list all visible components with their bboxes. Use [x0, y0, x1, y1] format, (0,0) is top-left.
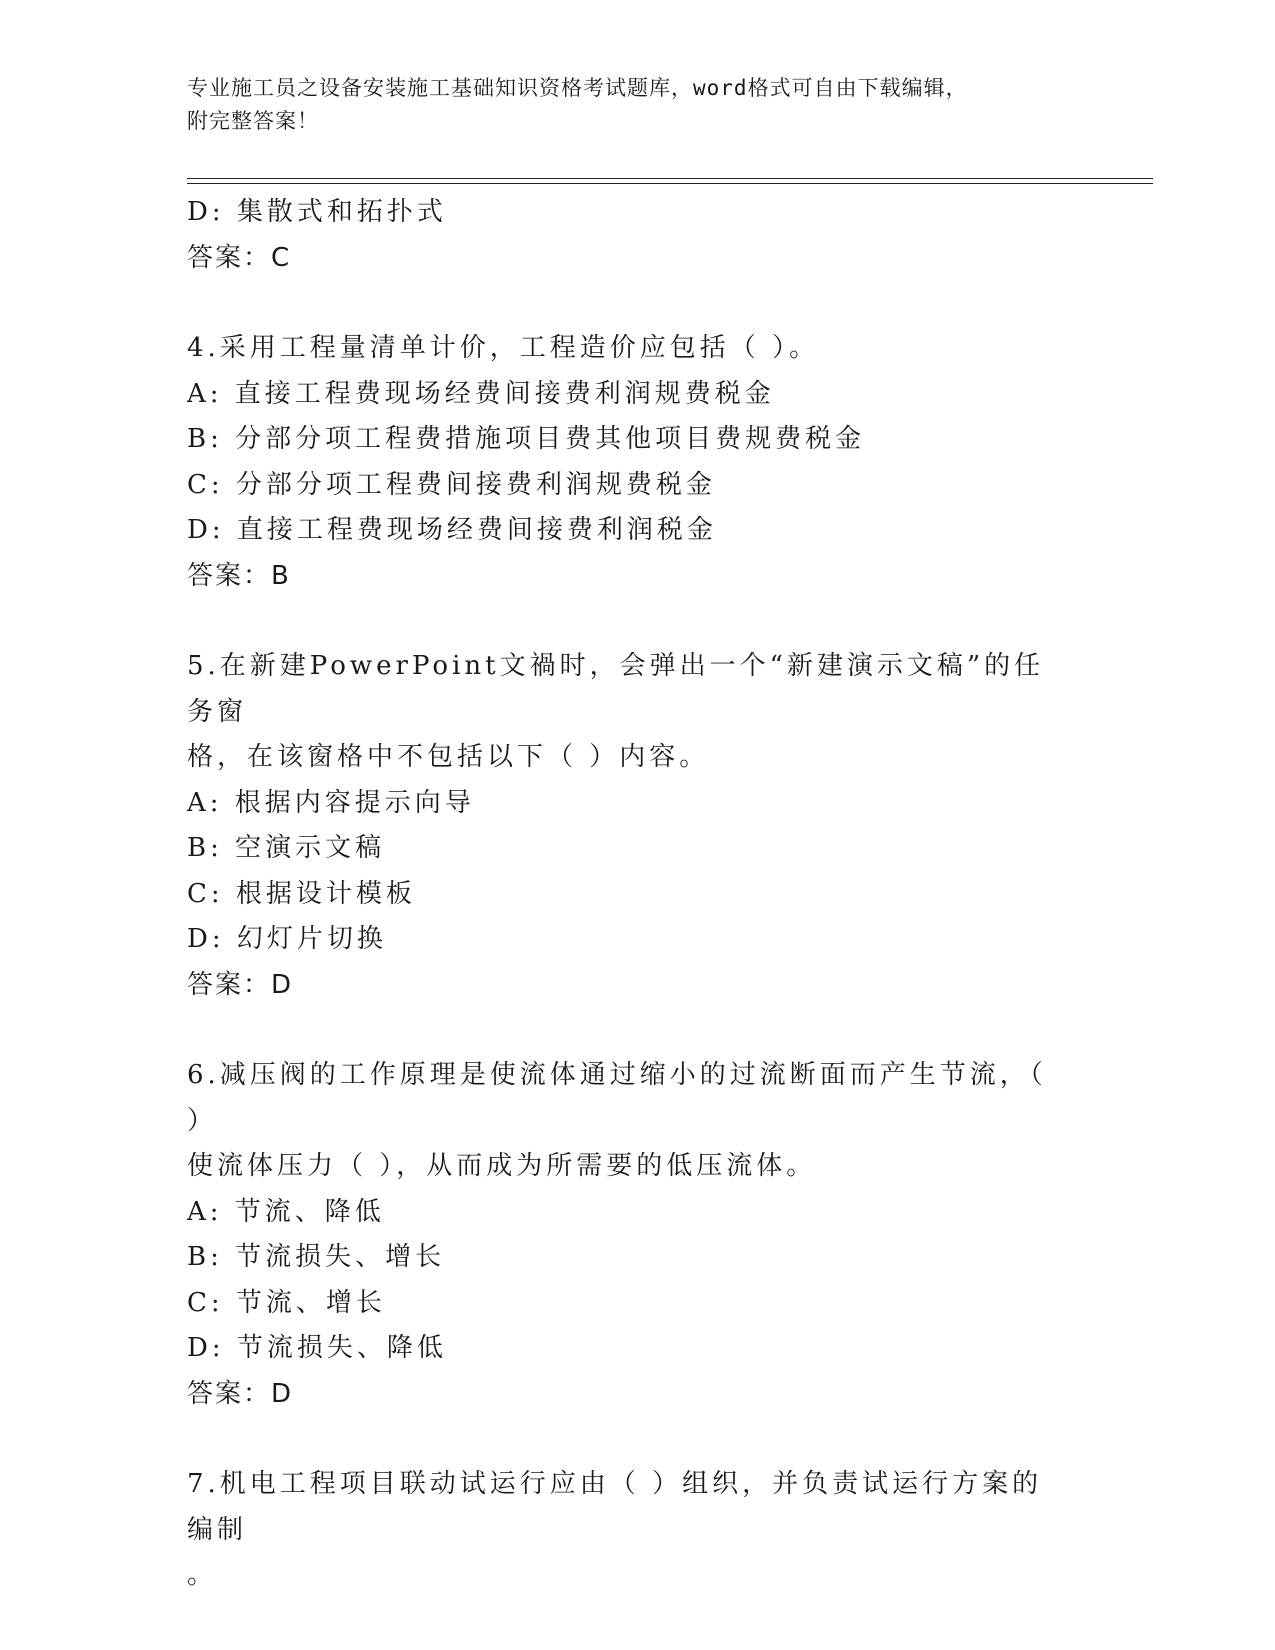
spacer	[187, 281, 1153, 326]
question-stem-line-1: 7.机电工程项目联动试运行应由（ ）组织，并负责试运行方案的编制	[187, 1469, 1043, 1545]
option-d: D: 直接工程费现场经费间接费利润税金	[187, 515, 717, 545]
option-d: D: 集散式和拓扑式	[187, 197, 447, 227]
question-stem-line-2: 使流体压力（ ），从而成为所需要的低压流体。	[187, 1151, 817, 1181]
option-a: A: 节流、降低	[187, 1196, 385, 1227]
carryover-question	[187, 190, 1153, 281]
question-stem-line-2: 。	[187, 1560, 218, 1590]
answer-line: 答案：D	[187, 969, 294, 1000]
header-divider-bottom	[187, 183, 1153, 184]
option-d: D: 节流损失、降低	[187, 1333, 447, 1363]
header-line-2: 附完整答案！	[187, 109, 319, 133]
option-b: B: 空演示文稿	[187, 833, 386, 863]
header-line-1: 专业施工员之设备安装施工基础知识资格考试题库，word格式可自由下载编辑，	[187, 76, 968, 100]
option-d: D: 幻灯片切换	[187, 924, 387, 954]
option-b: B: 节流损失、增长	[187, 1242, 446, 1272]
option-b: B: 分部分项工程费措施项目费其他项目费规费税金	[187, 424, 866, 454]
question-stem-line-1: 5.在新建PowerPoint文禍时，会弹出一个“新建演示文稿”的任务窗	[187, 651, 1045, 727]
question-stem-line-1: 6.减压阀的工作原理是使流体通过缩小的过流断面而产生节流，（ ）	[187, 1060, 1047, 1136]
question-5	[187, 644, 1153, 1008]
answer-line: 答案：D	[187, 1378, 294, 1409]
option-c: C: 节流、增长	[187, 1287, 386, 1318]
option-a: A: 直接工程费现场经费间接费利润规费税金	[187, 378, 775, 409]
option-c: C: 分部分项工程费间接费利润规费税金	[187, 469, 716, 500]
answer-line: 答案：B	[187, 560, 291, 591]
question-6	[187, 1053, 1153, 1417]
header-divider-top	[187, 178, 1153, 179]
spacer	[187, 1417, 1153, 1462]
option-a: A: 根据内容提示向导	[187, 787, 475, 818]
document-header	[187, 72, 1087, 138]
question-stem-line-2: 格，在该窗格中不包括以下（ ）内容。	[187, 742, 710, 772]
spacer	[187, 1008, 1153, 1053]
question-stem: 4.采用工程量清单计价，工程造价应包括（ ）。	[187, 333, 820, 363]
question-7	[187, 1462, 1153, 1599]
question-content	[187, 190, 1153, 1599]
answer-line: 答案：C	[187, 242, 292, 273]
question-4	[187, 326, 1153, 599]
option-c: C: 根据设计模板	[187, 878, 416, 909]
spacer	[187, 599, 1153, 644]
